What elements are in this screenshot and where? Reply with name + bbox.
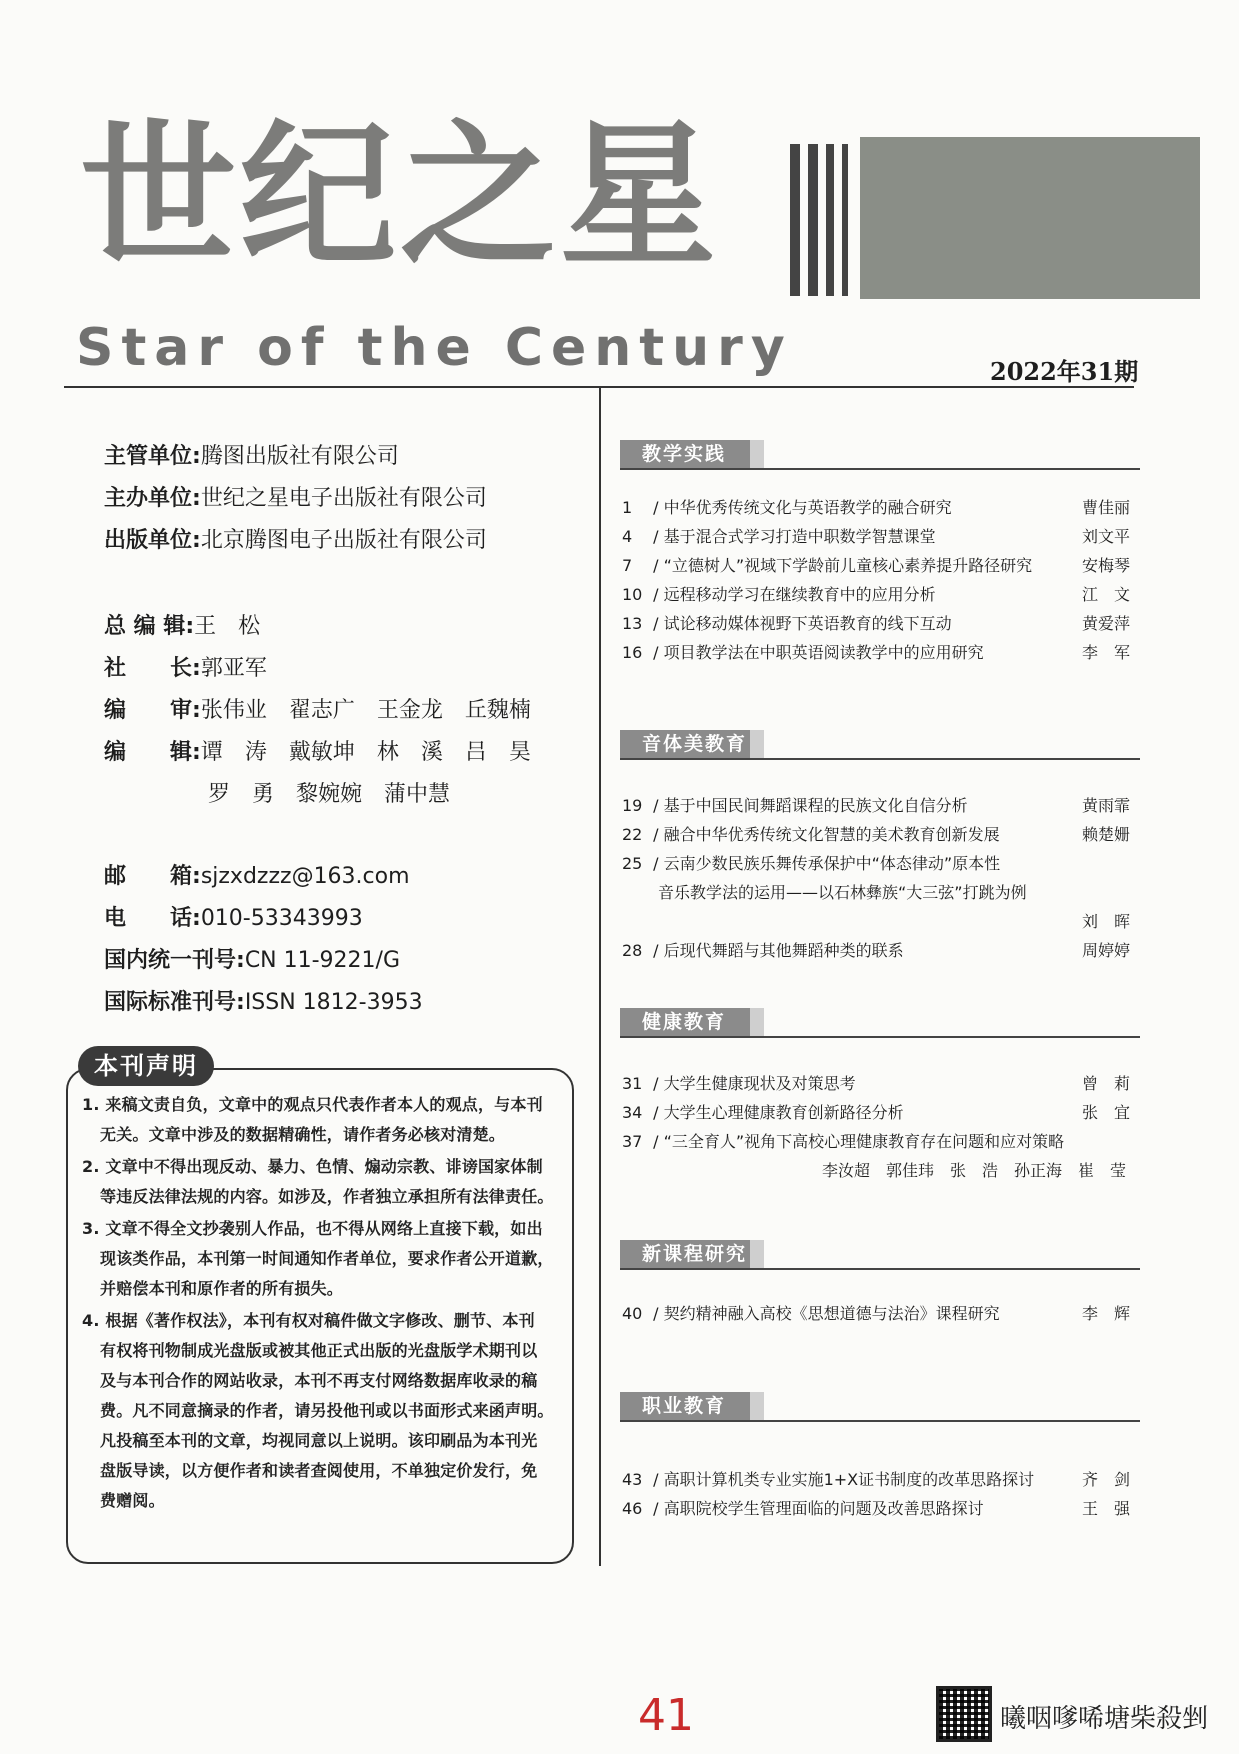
toc-author: 张 宜: [1082, 1103, 1131, 1122]
publisher-row: 出版单位:北京腾图电子出版社有限公司: [104, 528, 487, 553]
staff-row: 罗 勇 黎婉婉 蒲中慧: [208, 782, 451, 807]
masthead-title-cn: 世纪之星: [80, 105, 720, 287]
toc-entry[interactable]: 22 / 融合中华优秀传统文化智慧的美术教育创新发展: [622, 825, 1000, 844]
toc-entry[interactable]: 7 / “立德树人”视域下学龄前儿童核心素养提升路径研究: [622, 556, 1033, 575]
toc-entry[interactable]: 19 / 基于中国民间舞蹈课程的民族文化自信分析: [622, 796, 968, 815]
decorative-bar: [790, 144, 800, 296]
toc-entry[interactable]: 34 / 大学生心理健康教育创新路径分析: [622, 1103, 904, 1122]
toc-author: 李汝超 郭佳玮 张 浩 孙正海 崔 莹: [822, 1161, 1127, 1180]
decorative-bar: [808, 144, 818, 296]
toc-author: 黄爱萍: [1082, 614, 1131, 633]
toc-entry[interactable]: 10 / 远程移动学习在继续教育中的应用分析: [622, 585, 936, 604]
toc-entry[interactable]: 40 / 契约精神融入高校《思想道德与法治》课程研究: [622, 1304, 1000, 1323]
notice-item: 4. 根据《著作权法》，本刊有权对稿件做文字修改、删节、本刊 有权将刊物制成光盘版或被其他正式出版的光盘版学术期刊以 及与本刊合作的网站收录，本刊不再支付网络数据库收录的稿 费。凡不同意摘录的作者，请另投他刊或以书面形式来函声明。 凡投稿至本刊的文章，均视同意以上说明。该印刷品为本刊光 盘版导读，以方便作者和读者查阅使用，不单独定价发行，免 费赠阅。: [82, 1311, 554, 1510]
decorative-bar: [842, 144, 848, 296]
section-label: 职业教育: [620, 1392, 750, 1420]
toc-entry[interactable]: 13 / 试论移动媒体视野下英语教育的线下互动: [622, 614, 952, 633]
toc-author: 刘文平: [1082, 527, 1131, 546]
staff-row: 社 长:郭亚军: [104, 656, 267, 681]
toc-author: 安梅琴: [1082, 556, 1131, 575]
toc-entry[interactable]: 46 / 高职院校学生管理面临的问题及改善思路探讨: [622, 1499, 984, 1518]
toc-entry[interactable]: 4 / 基于混合式学习打造中职数学智慧课堂: [622, 527, 936, 546]
toc-author: 江 文: [1082, 585, 1131, 604]
notice-item: 3. 文章不得全文抄袭别人作品，也不得从网络上直接下载，如出 现该类作品，本刊第一时间通知作者单位，要求作者公开道歉， 并赔偿本刊和原作者的所有损失。: [82, 1219, 554, 1298]
toc-entry[interactable]: 37 / “三全育人”视角下高校心理健康教育存在问题和应对策略: [622, 1132, 1065, 1151]
toc-author: 曹佳丽: [1082, 498, 1131, 517]
notice-item: 1. 来稿文责自负，文章中的观点只代表作者本人的观点，与本刊 无关。文章中涉及的数据精确性，请作者务必核对清楚。: [82, 1095, 543, 1144]
toc-entry[interactable]: 16 / 项目教学法在中职英语阅读教学中的应用研究: [622, 643, 984, 662]
toc-entry[interactable]: 1 / 中华优秀传统文化与英语教学的融合研究: [622, 498, 952, 517]
toc-author: 周婷婷: [1082, 941, 1131, 960]
staff-row: 编 辑:谭 涛 戴敏坤 林 溪 吕 昊: [104, 740, 531, 765]
section-label: 健康教育: [620, 1008, 750, 1036]
toc-author: 刘 晖: [1082, 912, 1131, 931]
toc-author: 王 强: [1082, 1499, 1131, 1518]
contact-email: 邮 箱:sjzxdzzz@163.com: [104, 864, 410, 889]
section-label: 音体美教育: [620, 730, 750, 758]
masthead-grey-block: [860, 137, 1200, 299]
qr-code-icon: [936, 1686, 992, 1742]
decorative-bar: [826, 144, 834, 296]
toc-entry[interactable]: 25 / 云南少数民族乐舞传承保护中“体态律动”原本性: [622, 854, 1001, 873]
notice-title: 本刊声明: [78, 1046, 214, 1086]
toc-author: 齐 剑: [1082, 1470, 1131, 1489]
toc-author: 李 辉: [1082, 1304, 1131, 1323]
section-label: 新课程研究: [620, 1240, 750, 1268]
toc-entry-continuation: 音乐教学法的运用——以石林彝族“大三弦”打跳为例: [658, 883, 1027, 902]
issue-number: 2022年31期: [990, 357, 1139, 386]
toc-entry[interactable]: 28 / 后现代舞蹈与其他舞蹈种类的联系: [622, 941, 904, 960]
toc-author: 曾 莉: [1082, 1074, 1131, 1093]
column-divider: [599, 388, 601, 1566]
toc-author: 李 军: [1082, 643, 1131, 662]
notice-item: 2. 文章中不得出现反动、暴力、色情、煽动宗教、诽谤国家体制 等违反法律法规的内容。如涉及，作者独立承担所有法律责任。: [82, 1157, 554, 1206]
issn: 国际标准刊号:ISSN 1812-3953: [104, 990, 423, 1015]
footer-text: 曦咽嗲唏塘柴殺剉: [1000, 1704, 1209, 1734]
staff-row: 编 审:张伟业 翟志广 王金龙 丘魏楠: [104, 698, 531, 723]
publisher-row: 主管单位:腾图出版社有限公司: [104, 444, 399, 469]
toc-entry[interactable]: 31 / 大学生健康现状及对策思考: [622, 1074, 856, 1093]
toc-entry[interactable]: 43 / 高职计算机类专业实施1+X证书制度的改革思路探讨: [622, 1470, 1035, 1489]
toc-author: 赖楚姗: [1082, 825, 1131, 844]
contact-phone: 电 话:010-53343993: [104, 906, 363, 931]
staff-row: 总 编 辑:王 松: [104, 614, 261, 639]
section-label: 教学实践: [620, 440, 750, 468]
domestic-serial-number: 国内统一刊号:CN 11-9221/G: [104, 948, 401, 973]
masthead-title-en: Star of the Century: [76, 318, 793, 378]
page-number: 41: [638, 1690, 694, 1741]
toc-author: 黄雨霏: [1082, 796, 1131, 815]
publisher-row: 主办单位:世纪之星电子出版社有限公司: [104, 486, 487, 511]
